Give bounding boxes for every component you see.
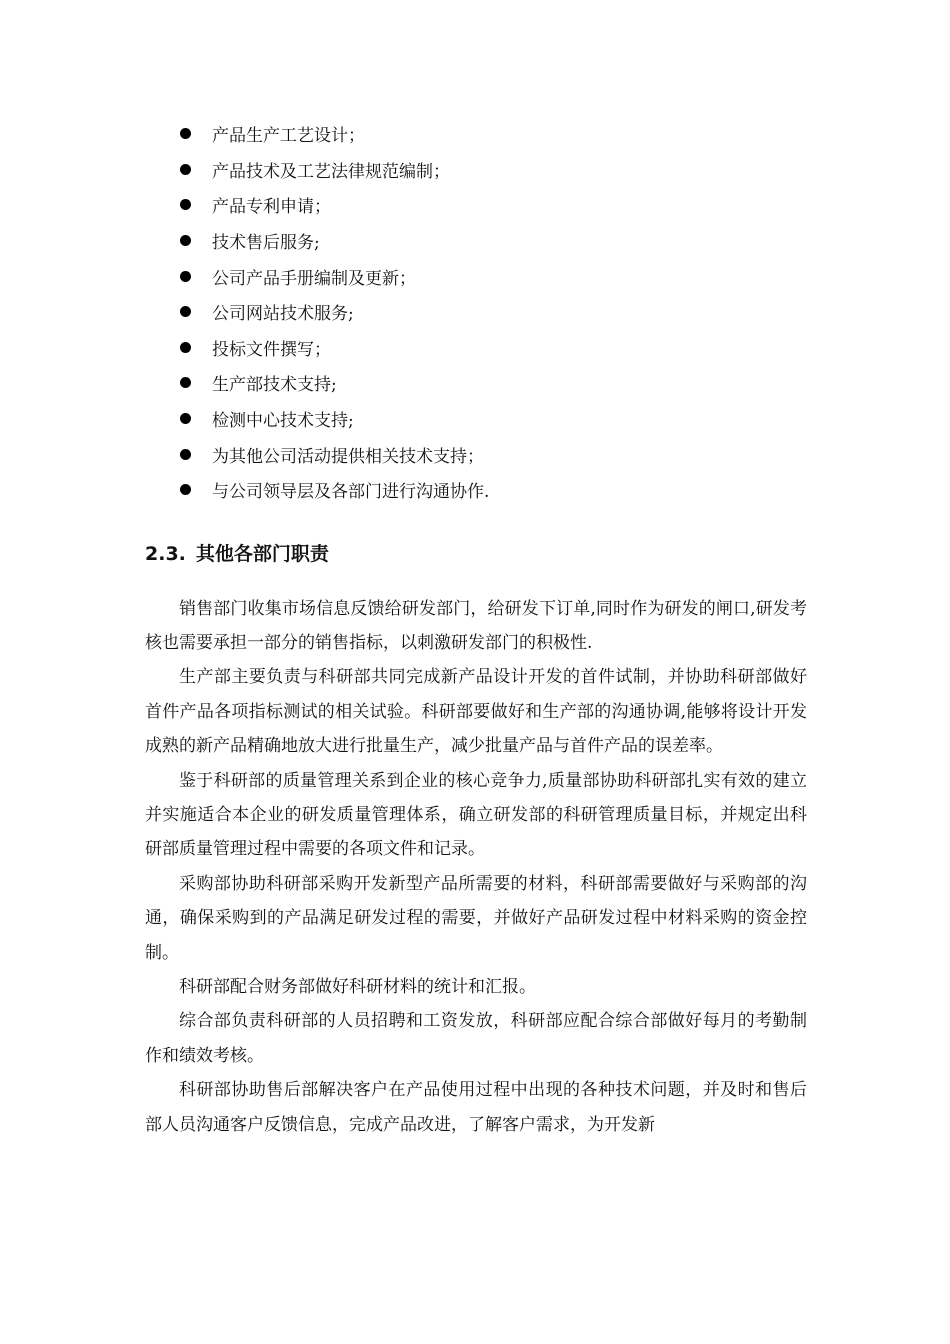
paragraph-general-affairs: 综合部负责科研部的人员招聘和工资发放，科研部应配合综合部做好每月的考勤制作和绩效考核。 bbox=[145, 1011, 807, 1066]
list-item bbox=[145, 187, 807, 223]
bullet-icon bbox=[180, 271, 191, 282]
list-item-text: 产品生产工艺设计； bbox=[212, 126, 365, 147]
bullet-icon bbox=[180, 199, 191, 210]
bullet-icon bbox=[180, 377, 191, 388]
section-title: 其他各部门职责 bbox=[195, 542, 329, 565]
list-item bbox=[145, 294, 807, 330]
list-item bbox=[145, 330, 807, 366]
list-item-text: 产品技术及工艺法律规范编制； bbox=[212, 161, 450, 182]
list-item-text: 为其他公司活动提供相关技术支持； bbox=[212, 446, 484, 467]
bullet-icon bbox=[180, 342, 191, 353]
responsibility-list bbox=[145, 116, 807, 508]
section-body bbox=[145, 592, 807, 1143]
bullet-icon bbox=[180, 413, 191, 424]
paragraph-sales: 销售部门收集市场信息反馈给研发部门，给研发下订单,同时作为研发的闸口,研发考核也需要承担一部分的销售指标，以刺激研发部门的积极性. bbox=[145, 598, 807, 653]
list-item-text: 技术售后服务; bbox=[212, 233, 320, 254]
list-item-text: 生产部技术支持; bbox=[212, 375, 337, 396]
paragraph-after-sales: 科研部协助售后部解决客户在产品使用过程中出现的各种技术问题，并及时和售后部人员沟通客户反馈信息，完成产品改进，了解客户需求，为开发新 bbox=[145, 1080, 807, 1135]
list-item-text: 产品专利申请； bbox=[212, 197, 331, 218]
bullet-icon bbox=[180, 306, 191, 317]
document-page bbox=[145, 116, 807, 1142]
paragraph-finance: 科研部配合财务部做好科研材料的统计和汇报。 bbox=[179, 977, 536, 997]
list-item bbox=[145, 152, 807, 188]
list-item-text: 与公司领导层及各部门进行沟通协作. bbox=[212, 482, 490, 503]
section-heading bbox=[145, 534, 807, 574]
section-number: 2.3. bbox=[145, 542, 186, 565]
paragraph-purchasing: 采购部协助科研部采购开发新型产品所需要的材料，科研部需要做好与采购部的沟通，确保采购到的产品满足研发过程的需要，并做好产品研发过程中材料采购的资金控制。 bbox=[145, 873, 807, 963]
list-item-text: 投标文件撰写； bbox=[212, 339, 331, 360]
list-item bbox=[145, 401, 807, 437]
paragraph-quality: 鉴于科研部的质量管理关系到企业的核心竞争力,质量部协助科研部扎实有效的建立并实施适合本企业的研发质量管理体系，确立研发部的科研管理质量目标，并规定出科研部质量管理过程中需要的各项文件和记录。 bbox=[145, 770, 807, 860]
list-item bbox=[145, 472, 807, 508]
list-item bbox=[145, 223, 807, 259]
list-item bbox=[145, 365, 807, 401]
bullet-icon bbox=[180, 128, 191, 139]
bullet-icon bbox=[180, 235, 191, 246]
list-item bbox=[145, 436, 807, 472]
bullet-icon bbox=[180, 449, 191, 460]
bullet-icon bbox=[180, 164, 191, 175]
list-item-text: 公司网站技术服务; bbox=[212, 304, 354, 325]
list-item-text: 公司产品手册编制及更新； bbox=[212, 268, 416, 289]
list-item bbox=[145, 258, 807, 294]
bullet-icon bbox=[180, 484, 191, 495]
list-item bbox=[145, 116, 807, 152]
paragraph-production: 生产部主要负责与科研部共同完成新产品设计开发的首件试制，并协助科研部做好首件产品各项指标测试的相关试验。科研部要做好和生产部的沟通协调,能够将设计开发成熟的新产品精确地放大进行批量生产，减少批量产品与首件产品的误差率。 bbox=[145, 667, 807, 757]
list-item-text: 检测中心技术支持; bbox=[212, 411, 354, 432]
